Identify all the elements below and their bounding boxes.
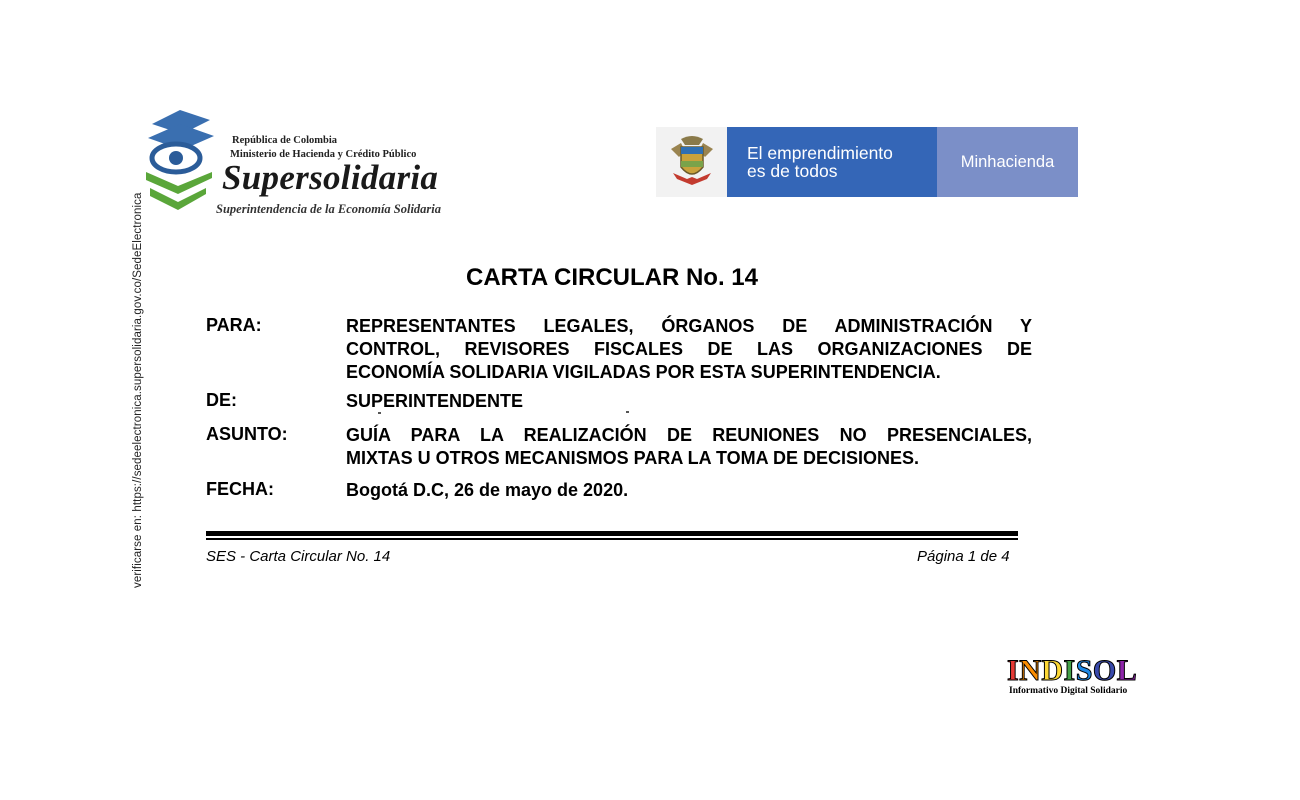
indisol-letter: N [1019, 654, 1042, 687]
indisol-letter: O [1092, 654, 1117, 687]
verification-url: verificarse en: https://sedeelectronica.supersolidaria.gov.co/SedeElectronica [132, 192, 144, 588]
supersolidaria-subtitle: Superintendencia de la Economía Solidaria [216, 202, 442, 216]
slogan-line-1: El emprendimiento [747, 143, 893, 163]
slogan [727, 127, 937, 197]
supersolidaria-logo-icon [140, 106, 220, 216]
field-value-para-line-2: CONTROL, REVISORES FISCALES DE LAS ORGANIZACIONES DE [346, 339, 1032, 359]
minhacienda-banner [656, 127, 1078, 197]
field-value-asunto-line-2: MIXTAS U OTROS MECANISMOS PARA LA TOMA DE DECISIONES. [346, 448, 920, 468]
scan-mark [378, 412, 381, 414]
divider-thin [206, 538, 1018, 540]
divider-thick [206, 531, 1018, 536]
republic-label: República de Colombia [232, 135, 338, 146]
supersolidaria-name: Supersolidaria [222, 158, 439, 197]
colombia-coat-of-arms-icon [656, 127, 727, 197]
field-label-asunto: ASUNTO: [206, 424, 288, 444]
field-label-para: PARA: [206, 315, 262, 335]
indisol-letter: I [1007, 654, 1020, 687]
field-value-para-line-3: ECONOMÍA SOLIDARIA VIGILADAS POR ESTA SUPERINTENDENCIA. [346, 362, 941, 382]
indisol-letter: D [1041, 654, 1064, 687]
field-label-de: DE: [206, 390, 237, 410]
footer-reference: SES - Carta Circular No. 14 [206, 548, 391, 565]
field-label-fecha: FECHA: [206, 479, 274, 499]
ministry-name: Minhacienda [937, 127, 1078, 197]
indisol-letter: L [1116, 654, 1138, 687]
indisol-letter: I [1063, 654, 1076, 687]
field-value-para-line-1: REPRESENTANTES LEGALES, ÓRGANOS DE ADMINISTRACIÓN Y [346, 316, 1032, 336]
field-value-de: SUPERINTENDENTE [346, 391, 524, 411]
slogan-line-2: es de todos [747, 161, 838, 181]
indisol-logo [1007, 656, 1137, 686]
field-value-fecha: Bogotá D.C, 26 de mayo de 2020. [346, 480, 629, 500]
ministry-label: Ministerio de Hacienda y Crédito Público [230, 149, 417, 160]
field-value-asunto-line-1: GUÍA PARA LA REALIZACIÓN DE REUNIONES NO PRESENCIALES, [346, 425, 1032, 445]
scan-mark [626, 411, 629, 413]
indisol-letter: S [1075, 654, 1093, 687]
page-number: Página 1 de 4 [917, 548, 1010, 565]
document-title: CARTA CIRCULAR No. 14 [466, 264, 758, 291]
indisol-tagline: Informativo Digital Solidario [1009, 686, 1128, 696]
